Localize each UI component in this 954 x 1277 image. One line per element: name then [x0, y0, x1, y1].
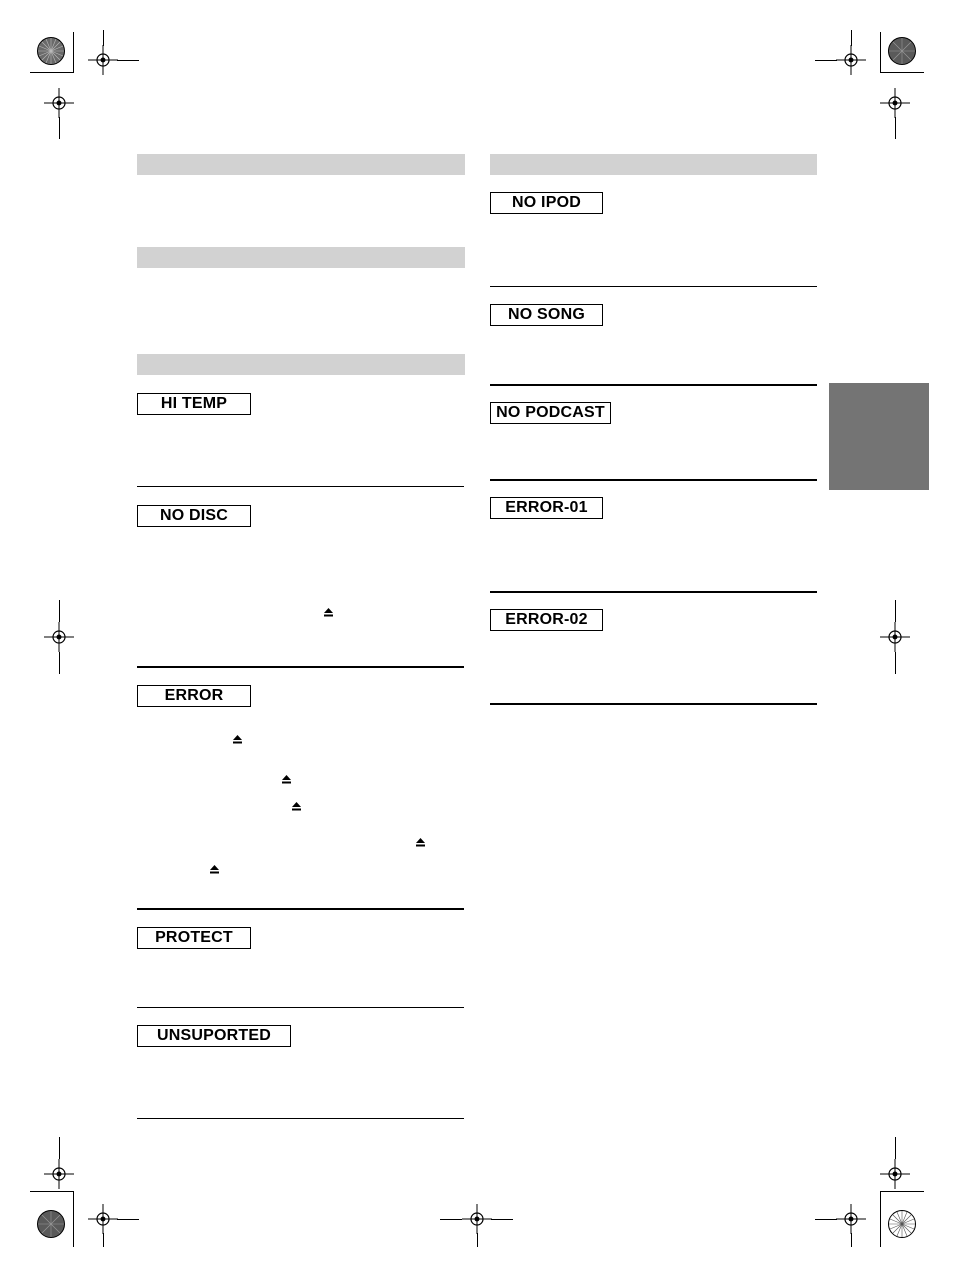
- crop-mark: [851, 1233, 852, 1247]
- divider: [490, 479, 817, 481]
- color-wheel-icon: [36, 36, 66, 66]
- crop-mark: [815, 1219, 837, 1220]
- crop-mark: [880, 32, 881, 72]
- registration-mark-icon: [880, 622, 910, 652]
- registration-mark-icon: [88, 45, 118, 75]
- crop-mark: [73, 32, 74, 72]
- crop-mark: [815, 60, 837, 61]
- divider: [490, 703, 817, 705]
- color-wheel-icon: [887, 36, 917, 66]
- crop-mark: [30, 72, 74, 73]
- registration-mark-icon: [44, 622, 74, 652]
- crop-mark: [491, 1219, 513, 1220]
- crop-mark: [880, 1191, 924, 1192]
- crop-mark: [73, 1191, 74, 1247]
- crop-mark: [895, 652, 896, 674]
- code-error-02: ERROR-02: [490, 609, 603, 631]
- crop-mark: [59, 117, 60, 139]
- divider: [137, 1118, 464, 1119]
- divider: [490, 286, 817, 287]
- crop-mark: [895, 117, 896, 139]
- section-header-band-2: [137, 247, 465, 268]
- code-unsuported: UNSUPORTED: [137, 1025, 291, 1047]
- divider: [137, 486, 464, 487]
- section-header-band-right: [490, 154, 817, 175]
- registration-mark-icon: [462, 1204, 492, 1234]
- registration-mark-icon: [88, 1204, 118, 1234]
- crop-mark: [59, 1137, 60, 1159]
- side-tab: [829, 383, 929, 490]
- color-wheel-icon: [887, 1209, 917, 1239]
- divider: [137, 666, 464, 668]
- crop-mark: [59, 652, 60, 674]
- registration-mark-icon: [836, 1204, 866, 1234]
- crop-mark: [895, 1137, 896, 1159]
- code-error-01: ERROR-01: [490, 497, 603, 519]
- registration-mark-icon: [836, 45, 866, 75]
- crop-mark: [440, 1219, 462, 1220]
- crop-mark: [117, 1219, 139, 1220]
- code-no-podcast: NO PODCAST: [490, 402, 611, 424]
- registration-mark-icon: [44, 1159, 74, 1189]
- crop-mark: [880, 72, 924, 73]
- divider: [490, 591, 817, 593]
- eject-icon: [282, 775, 291, 784]
- crop-mark: [880, 1191, 881, 1247]
- section-header-band-1: [137, 154, 465, 175]
- eject-icon: [416, 838, 425, 847]
- code-no-disc: NO DISC: [137, 505, 251, 527]
- code-no-ipod: NO IPOD: [490, 192, 603, 214]
- registration-mark-icon: [44, 88, 74, 118]
- crop-mark: [117, 60, 139, 61]
- color-wheel-icon: [36, 1209, 66, 1239]
- eject-icon: [233, 735, 242, 744]
- eject-icon: [210, 865, 219, 874]
- section-header-band-3: [137, 354, 465, 375]
- crop-mark: [59, 600, 60, 622]
- code-error: ERROR: [137, 685, 251, 707]
- eject-icon: [292, 802, 301, 811]
- crop-mark: [477, 1233, 478, 1247]
- divider: [490, 384, 817, 386]
- crop-mark: [30, 1191, 74, 1192]
- crop-mark: [851, 30, 852, 46]
- divider: [137, 1007, 464, 1008]
- registration-mark-icon: [880, 1159, 910, 1189]
- code-no-song: NO SONG: [490, 304, 603, 326]
- divider: [137, 908, 464, 910]
- eject-icon: [324, 608, 333, 617]
- crop-mark: [895, 600, 896, 622]
- registration-mark-icon: [880, 88, 910, 118]
- crop-mark: [103, 30, 104, 46]
- code-protect: PROTECT: [137, 927, 251, 949]
- crop-mark: [103, 1233, 104, 1247]
- code-hi-temp: HI TEMP: [137, 393, 251, 415]
